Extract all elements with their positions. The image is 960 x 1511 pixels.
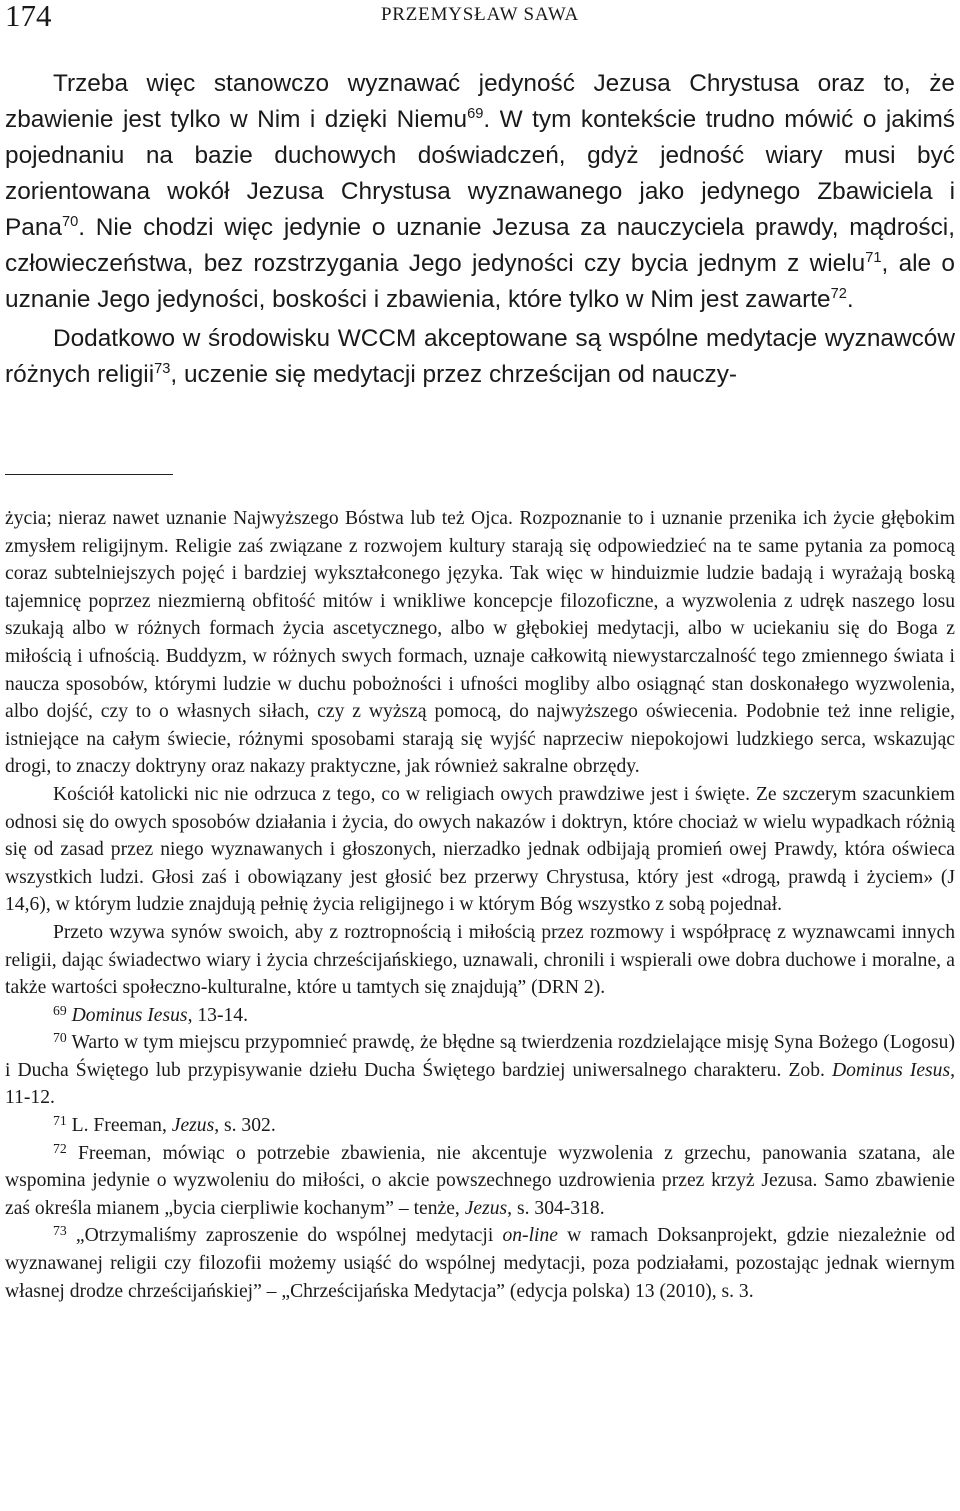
- footnote-ref-69[interactable]: 69: [467, 105, 484, 122]
- footnote-italic: Jezus: [171, 1115, 215, 1137]
- footnote-ref-70[interactable]: 70: [61, 213, 79, 230]
- footnote-text: , 13-14.: [187, 1004, 248, 1026]
- footnote-69: [5, 1002, 955, 1030]
- footnote-tail: w ramach Doksanprojekt, gdzie niezależnie od wyznawanej religii czy filozofii możemy usiąść do wspólnej medytacji, poza podziałami, pozostając jednak wiernym własnej drodze chrześcijańskiej” – „Chrześcijańska Medytacja” (edycja polska) 13 (2010), s. 3.: [5, 1225, 955, 1302]
- footnote-ref-71[interactable]: 71: [865, 249, 882, 266]
- footnote-number: 69: [53, 1002, 67, 1018]
- footnote-number: 72: [53, 1140, 67, 1156]
- running-head-author: PRZEMYSŁAW SAWA: [380, 4, 580, 25]
- footnote-number: 70: [53, 1030, 67, 1046]
- page-number: 174: [5, 0, 52, 33]
- footnote-divider: [5, 474, 173, 475]
- main-paragraph-2: [5, 321, 955, 393]
- footnote-70: [5, 1029, 955, 1112]
- page-header: [0, 0, 960, 36]
- footnote-tail: , s. 304-318.: [507, 1197, 605, 1219]
- footnote-text: Warto w tym miejscu przypomnieć prawdę, że błędne są twierdzenia rozdzielające misję Syna Bożego (Logosu) i Ducha Świętego lub przypisywanie dziełu Ducha Świętego bardziej uniwersalnego charakteru. Zob.: [5, 1032, 955, 1081]
- footnote-ref-73[interactable]: 73: [154, 360, 171, 377]
- footnote-italic: on-line: [502, 1225, 558, 1247]
- quote-continuation-paragraph-1: życia; nieraz nawet uznanie Najwyższego Bóstwa lub też Ojca. Rozpoznanie to i uznanie przenika ich życie głębokim zmysłem religijnym. Religie zaś związane z rozwojem kultury starają się odpowiedzieć na te same pytania za pomocą coraz subtelniejszych pojęć i bardziej wykształconego języka. Tak więc w hinduizmie ludzie badają i wyrażają boską tajemnicę poprzez niezmierną obfitość mitów i wnikliwe koncepcje filozoficzne, a wyzwolenia z udręk naszego losu szukają albo w różnych formach życia ascetycznego, albo w głębokiej medytacji, albo w uciekaniu się do Boga z miłością i ufnością. Buddyzm, w różnych swych formach, uznaje całkowitą niewystarczalność tego zmiennego świata i naucza sposobów, którymi ludzie w duchu pobożności i ufności mogliby albo osiągnąć stan doskonałego wyzwolenia, albo dojść, czy to o własnych siłach, czy z wyższą pomocą, do najwyższego oświecenia. Podobnie też inne religie, istniejące na całym świecie, różnymi sposobami starają się wyjść naprzeciw niepokojowi ludzkiego serca, wskazując drogi, to znaczy doktryny oraz nakazy praktyczne, jak również sakralne obrzędy.: [5, 508, 955, 778]
- main-text: [5, 66, 955, 393]
- footnote-73: [5, 1222, 955, 1305]
- footnote-text: Freeman, mówiąc o potrzebie zbawienia, nie akcentuje wyzwolenia z grzechu, panowania szatana, ale wspomina jedynie o wyzwoleniu do miłości, o akcie powszechnego uzdrowienia przez krzyż Jezusa. Samo zbawienie zaś określa mianem „bycia cierpliwie kochanym” – tenże,: [5, 1142, 955, 1219]
- footnotes-area: [5, 505, 955, 1305]
- footnote-72: [5, 1140, 955, 1223]
- footnote-number: 71: [53, 1112, 67, 1128]
- footnote-italic: Jezus: [464, 1197, 508, 1219]
- footnote-ref-72[interactable]: 72: [830, 285, 847, 302]
- footnote-number: 73: [53, 1223, 67, 1239]
- text-run: . Nie chodzi więc jedynie o uznanie Jezusa za nauczyciela prawdy, mądrości, człowieczeństwa, bez rozstrzygania Jego jedyności czy bycia jednym z wielu: [5, 214, 955, 277]
- footnote-italic: Dominus Iesus: [831, 1059, 951, 1081]
- footnote-text: „Otrzymaliśmy zaproszenie do wspólnej medytacji: [75, 1225, 503, 1247]
- footnote-italic: Dominus Iesus: [71, 1004, 188, 1026]
- text-run: . W tym kontekście trudno mówić o jakimś pojednaniu na bazie duchowych doświadczeń, gdyż jedność wiary musi być zorientowana wokół Jezusa Chrystusa wyznawanego jako jedynego Zbawiciela i Pana: [5, 106, 955, 241]
- text-run: Trzeba więc stanowczo wyznawać jedyność Jezusa Chrystusa oraz to, że zbawienie jest tylko w Nim i dzięki Niemu: [5, 70, 955, 133]
- footnote-tail: , 11-12.: [5, 1059, 955, 1109]
- footnote-text: L. Freeman,: [71, 1115, 172, 1137]
- text-run: , uczenie się medytacji przez chrześcijan od nauczy-: [170, 361, 738, 388]
- text-run: Dodatkowo w środowisku WCCM akceptowane są wspólne medytacje wyznawców różnych religii: [5, 325, 955, 388]
- footnote-71: [5, 1112, 955, 1140]
- text-run: , ale o uznanie Jego jedyności, boskości i zbawienia, które tylko w Nim jest zawarte: [5, 250, 955, 313]
- quote-continuation-paragraph-2: Kościół katolicki nic nie odrzuca z tego, co w religiach owych prawdziwe jest i święte. Ze szczerym szacunkiem odnosi się do owych sposobów działania i życia, do owych nakazów i doktryn, które chociaż w wielu wypadkach różnią się od zasad przez niego wyznawanych i głoszonych, nierzadko jednak odbijają promień owej Prawdy, która oświeca wszystkich ludzi. Głosi zaś i obowiązany jest głosić bez przerwy Chrystusa, który jest «drogą, prawdą i życiem» (J 14,6), w którym ludzie znajdują pełnię życia religijnego i w którym Bóg wszystko z sobą pojednał.: [5, 783, 955, 916]
- main-paragraph-1: [5, 66, 955, 318]
- footnote-tail: , s. 302.: [214, 1115, 276, 1137]
- text-run: .: [846, 286, 854, 313]
- quote-continuation-paragraph-3: Przeto wzywa synów swoich, aby z roztropnością i miłością przez rozmowy i współpracę z wyznawcami innych religii, dając świadectwo wiary i życia chrześcijańskiego, uznawali, chronili i wspierali owe dobra duchowe i moralne, a także wartości społeczno-kulturalne, które u tamtych się znajdują” (DRN 2).: [5, 921, 955, 999]
